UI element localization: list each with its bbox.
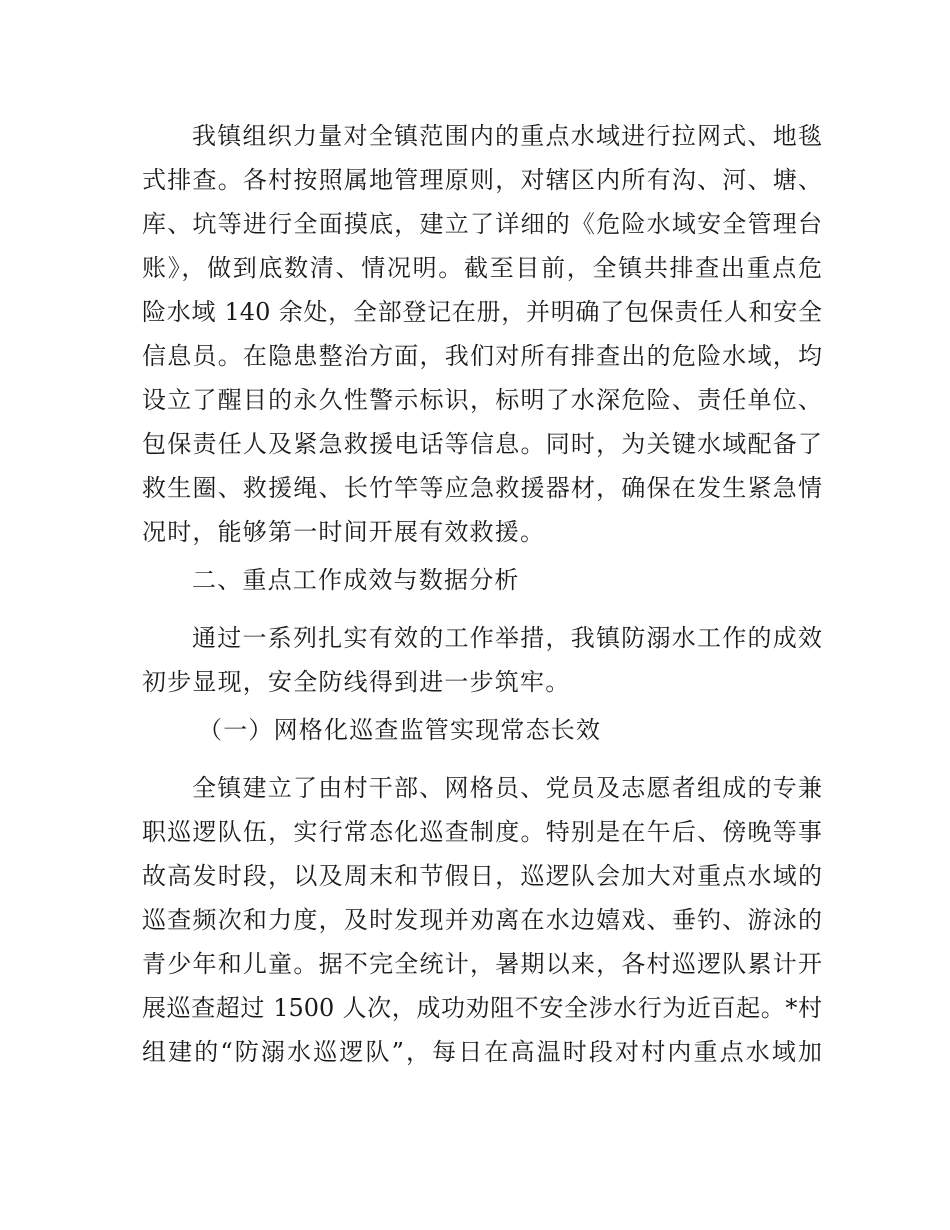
section-heading: 二、重点工作成效与数据分析 <box>192 566 520 594</box>
paragraph-line: 设立了醒目的永久性警示标识，标明了水深危险、责任单位、 <box>142 386 822 414</box>
paragraph-line: 况时，能够第一时间开展有效救援。 <box>142 518 546 546</box>
paragraph-line: 救生圈、救援绳、长竹竿等应急救援器材，确保在发生紧急情 <box>142 474 822 502</box>
paragraph-line: 巡查频次和力度，及时发现并劝离在水边嬉戏、垂钓、游泳的 <box>142 906 822 934</box>
paragraph-line: 险水域 140 余处，全部登记在册，并明确了包保责任人和安全 <box>142 298 822 326</box>
paragraph-line: 青少年和儿童。据不完全统计，暑期以来，各村巡逻队累计开 <box>142 950 822 978</box>
subsection-heading: （一）网格化巡查监管实现常态长效 <box>198 716 602 744</box>
paragraph-line: 信息员。在隐患整治方面，我们对所有排查出的危险水域，均 <box>142 342 822 370</box>
paragraph-line: 故高发时段，以及周末和节假日，巡逻队会加大对重点水域的 <box>142 862 822 890</box>
paragraph-line: 我镇组织力量对全镇范围内的重点水域进行拉网式、地毯 <box>192 122 822 150</box>
paragraph-line: 全镇建立了由村干部、网格员、党员及志愿者组成的专兼 <box>192 774 822 802</box>
paragraph-line: 通过一系列扎实有效的工作举措，我镇防溺水工作的成效 <box>192 624 822 652</box>
paragraph-line: 包保责任人及紧急救援电话等信息。同时，为关键水域配备了 <box>142 430 822 458</box>
paragraph-line: 展巡查超过 1500 人次，成功劝阻不安全涉水行为近百起。*村 <box>142 994 822 1022</box>
paragraph-line: 初步显现，安全防线得到进一步筑牢。 <box>142 668 571 696</box>
paragraph-line: 库、坑等进行全面摸底，建立了详细的《危险水域安全管理台 <box>142 210 822 238</box>
paragraph-line: 账》，做到底数清、情况明。截至目前，全镇共排查出重点危 <box>142 254 822 282</box>
paragraph-line: 组建的“防溺水巡逻队”，每日在高温时段对村内重点水域加 <box>142 1038 822 1066</box>
paragraph-line: 式排查。各村按照属地管理原则，对辖区内所有沟、河、塘、 <box>142 166 822 194</box>
paragraph-line: 职巡逻队伍，实行常态化巡查制度。特别是在午后、傍晚等事 <box>142 818 822 846</box>
